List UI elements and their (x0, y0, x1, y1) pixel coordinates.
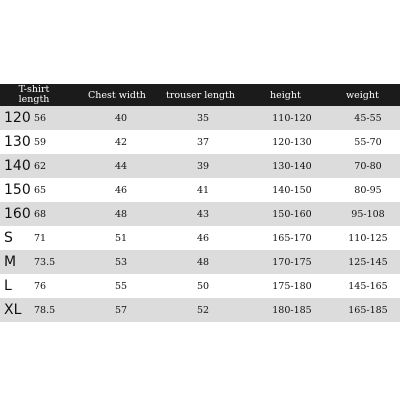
height-cell: 180-185 (272, 304, 312, 316)
table-row (0, 178, 400, 202)
size-label: 150 (4, 182, 31, 198)
chest-width-cell: 42 (114, 136, 128, 148)
height-cell: 165-170 (272, 232, 312, 244)
trouser-length-cell: 41 (196, 184, 210, 196)
tshirt-length-cell: 62 (34, 160, 47, 172)
weight-cell: 55-70 (354, 136, 382, 148)
chest-width-cell: 40 (114, 112, 128, 124)
trouser-length-cell: 46 (196, 232, 210, 244)
weight-cell: 125-145 (348, 256, 388, 268)
table-row (0, 298, 400, 322)
trouser-length-cell: 48 (196, 256, 210, 268)
tshirt-length-cell: 76 (34, 280, 47, 292)
header-trouser-length: trouser length (166, 89, 236, 101)
trouser-length-cell: 52 (196, 304, 210, 316)
trouser-length-cell: 39 (196, 160, 210, 172)
size-label: 130 (4, 134, 31, 150)
size-label: M (4, 254, 17, 270)
weight-cell: 45-55 (354, 112, 382, 124)
weight-cell: 70-80 (354, 160, 382, 172)
height-cell: 140-150 (272, 184, 312, 196)
height-cell: 110-120 (272, 112, 312, 124)
tshirt-length-cell: 73.5 (34, 256, 56, 268)
table-row (0, 250, 400, 274)
header-tshirt-length (12, 84, 56, 106)
table-row (0, 226, 400, 250)
tshirt-length-cell: 78.5 (34, 304, 56, 316)
table-row (0, 130, 400, 154)
weight-cell: 165-185 (348, 304, 388, 316)
height-cell: 150-160 (272, 208, 312, 220)
chest-width-cell: 51 (114, 232, 128, 244)
size-label: XL (4, 302, 22, 318)
trouser-length-cell: 35 (196, 112, 210, 124)
tshirt-length-cell: 68 (34, 208, 47, 220)
header-row (0, 84, 400, 106)
header-height: height (270, 89, 301, 101)
trouser-length-cell: 43 (196, 208, 210, 220)
height-cell: 130-140 (272, 160, 312, 172)
chest-width-cell: 55 (114, 280, 128, 292)
weight-cell: 145-165 (348, 280, 388, 292)
trouser-length-cell: 37 (196, 136, 210, 148)
weight-cell: 80-95 (354, 184, 382, 196)
size-label: S (4, 230, 13, 246)
trouser-length-cell: 50 (196, 280, 210, 292)
height-cell: 175-180 (272, 280, 312, 292)
table-row (0, 202, 400, 226)
chest-width-cell: 48 (114, 208, 128, 220)
size-label: L (4, 278, 12, 294)
size-chart-table (0, 84, 400, 322)
header-tshirt-line1: T-shirt (18, 84, 50, 95)
weight-cell: 95-108 (351, 208, 385, 220)
header-tshirt-line2: length (18, 94, 50, 105)
chest-width-cell: 46 (114, 184, 128, 196)
size-label: 120 (4, 110, 31, 126)
table-row (0, 106, 400, 130)
weight-cell: 110-125 (348, 232, 388, 244)
tshirt-length-cell: 56 (34, 112, 47, 124)
header-weight: weight (346, 89, 379, 101)
chest-width-cell: 53 (114, 256, 128, 268)
table-row (0, 154, 400, 178)
tshirt-length-cell: 59 (34, 136, 47, 148)
table-row (0, 274, 400, 298)
tshirt-length-cell: 65 (34, 184, 47, 196)
size-label: 160 (4, 206, 31, 222)
chest-width-cell: 44 (114, 160, 128, 172)
header-chest-width: Chest width (88, 89, 146, 101)
height-cell: 120-130 (272, 136, 312, 148)
size-label: 140 (4, 158, 31, 174)
height-cell: 170-175 (272, 256, 312, 268)
tshirt-length-cell: 71 (34, 232, 47, 244)
chest-width-cell: 57 (114, 304, 128, 316)
